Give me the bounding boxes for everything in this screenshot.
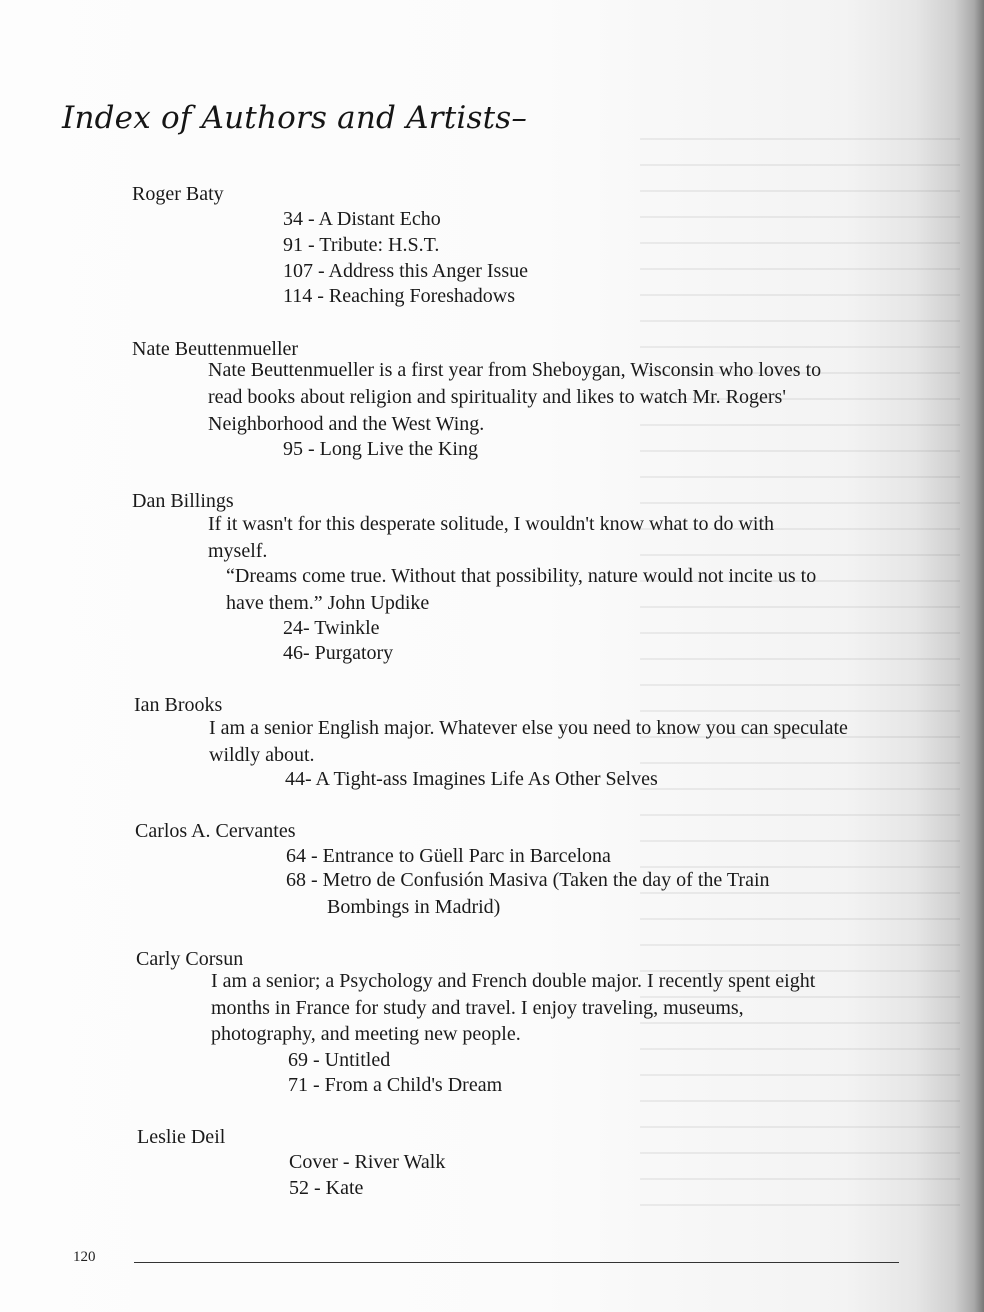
author-name: Ian Brooks xyxy=(134,694,223,716)
author-quote-line: have them.” John Updike xyxy=(226,592,430,614)
work-entry: 34 - A Distant Echo xyxy=(283,208,441,230)
work-entry: 95 - Long Live the King xyxy=(283,438,478,460)
author-bio-line: wildly about. xyxy=(209,744,315,766)
work-entry: 71 - From a Child's Dream xyxy=(288,1074,503,1096)
author-name: Carlos A. Cervantes xyxy=(135,820,296,842)
author-name: Leslie Deil xyxy=(137,1126,226,1148)
work-entry: 68 - Metro de Confusión Masiva (Taken the day of the Train xyxy=(286,869,770,891)
work-entry-continued: Bombings in Madrid) xyxy=(327,896,501,918)
work-entry: 46- Purgatory xyxy=(283,642,394,664)
author-bio-line: Neighborhood and the West Wing. xyxy=(208,413,485,435)
author-bio-line: read books about religion and spirituality and likes to watch Mr. Rogers' xyxy=(208,386,786,408)
author-bio-line: photography, and meeting new people. xyxy=(211,1023,521,1045)
work-entry: 52 - Kate xyxy=(289,1177,364,1199)
work-entry: 44- A Tight-ass Imagines Life As Other Selves xyxy=(285,768,658,790)
footer-rule xyxy=(134,1262,899,1263)
work-entry: Cover - River Walk xyxy=(289,1151,446,1173)
work-entry: 24- Twinkle xyxy=(283,617,380,639)
show-through-text xyxy=(640,120,960,1220)
author-name: Roger Baty xyxy=(132,183,224,205)
author-name: Carly Corsun xyxy=(136,948,244,970)
work-entry: 114 - Reaching Foreshadows xyxy=(283,285,515,307)
work-entry: 64 - Entrance to Güell Parc in Barcelona xyxy=(286,845,611,867)
work-entry: 91 - Tribute: H.S.T. xyxy=(283,234,440,256)
page-number: 120 xyxy=(73,1249,96,1265)
work-entry: 69 - Untitled xyxy=(288,1049,391,1071)
author-bio-line: I am a senior English major. Whatever else you need to know you can speculate xyxy=(209,717,848,739)
author-name: Dan Billings xyxy=(132,490,234,512)
author-name: Nate Beuttenmueller xyxy=(132,338,299,360)
author-bio-line: I am a senior; a Psychology and French double major. I recently spent eight xyxy=(211,970,816,992)
author-quote-line: “Dreams come true. Without that possibility, nature would not incite us to xyxy=(226,565,817,587)
author-bio-line: Nate Beuttenmueller is a first year from Sheboygan, Wisconsin who loves to xyxy=(208,359,822,381)
author-bio-line: myself. xyxy=(208,540,268,562)
page-title: Index of Authors and Artists– xyxy=(62,100,528,136)
author-bio-line: months in France for study and travel. I enjoy traveling, museums, xyxy=(211,997,744,1019)
author-bio-line: If it wasn't for this desperate solitude, I wouldn't know what to do with xyxy=(208,513,775,535)
work-entry: 107 - Address this Anger Issue xyxy=(283,260,528,282)
